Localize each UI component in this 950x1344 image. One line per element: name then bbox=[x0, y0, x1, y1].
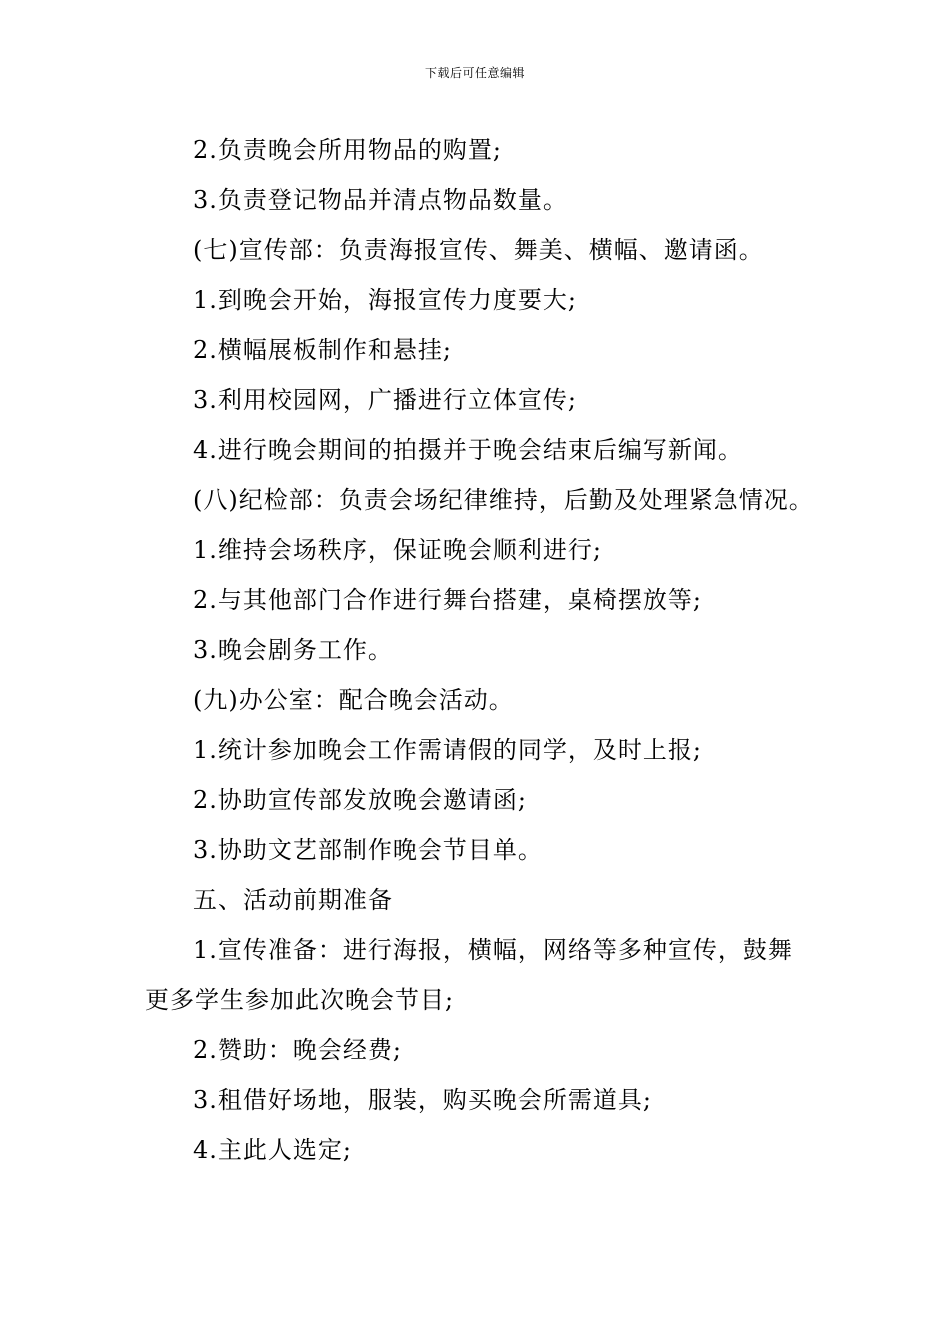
paragraph: 2.协助宣传部发放晚会邀请函; bbox=[193, 786, 527, 814]
paragraph: 4.主此人选定; bbox=[193, 1136, 352, 1164]
paragraph: 3.负责登记物品并清点物品数量。 bbox=[193, 186, 568, 214]
paragraph: 3.利用校园网，广播进行立体宣传; bbox=[193, 386, 577, 414]
section-heading-preparation: 五、活动前期准备 bbox=[193, 886, 393, 914]
paragraph: 1.宣传准备：进行海报，横幅，网络等多种宣传，鼓舞更多学生参加此次晚会节目; bbox=[145, 936, 793, 1014]
paragraph: 3.协助文艺部制作晚会节目单。 bbox=[193, 836, 543, 864]
paragraph: 3.晚会剧务工作。 bbox=[193, 636, 393, 664]
paragraph: 1.统计参加晚会工作需请假的同学，及时上报; bbox=[193, 736, 702, 764]
paragraph: 2.横幅展板制作和悬挂; bbox=[193, 336, 452, 364]
paragraph: 2.赞助：晚会经费; bbox=[193, 1036, 402, 1064]
paragraph: 1.到晚会开始，海报宣传力度要大; bbox=[193, 286, 577, 314]
paragraph: 3.租借好场地，服装，购买晚会所需道具; bbox=[193, 1086, 652, 1114]
paragraph: 1.维持会场秩序，保证晚会顺利进行; bbox=[193, 536, 602, 564]
paragraph: 4.进行晚会期间的拍摄并于晚会结束后编写新闻。 bbox=[193, 436, 743, 464]
section-heading-publicity: (七)宣传部：负责海报宣传、舞美、横幅、邀请函。 bbox=[193, 236, 764, 264]
document-body bbox=[145, 125, 815, 1175]
section-heading-discipline: (八)纪检部：负责会场纪律维持，后勤及处理紧急情况。 bbox=[193, 486, 814, 514]
section-heading-office: (九)办公室：配合晚会活动。 bbox=[193, 686, 514, 714]
paragraph: 2.与其他部门合作进行舞台搭建，桌椅摆放等; bbox=[193, 586, 702, 614]
paragraph: 2.负责晚会所用物品的购置; bbox=[193, 136, 502, 164]
page-header: 下载后可任意编辑 bbox=[424, 66, 525, 80]
